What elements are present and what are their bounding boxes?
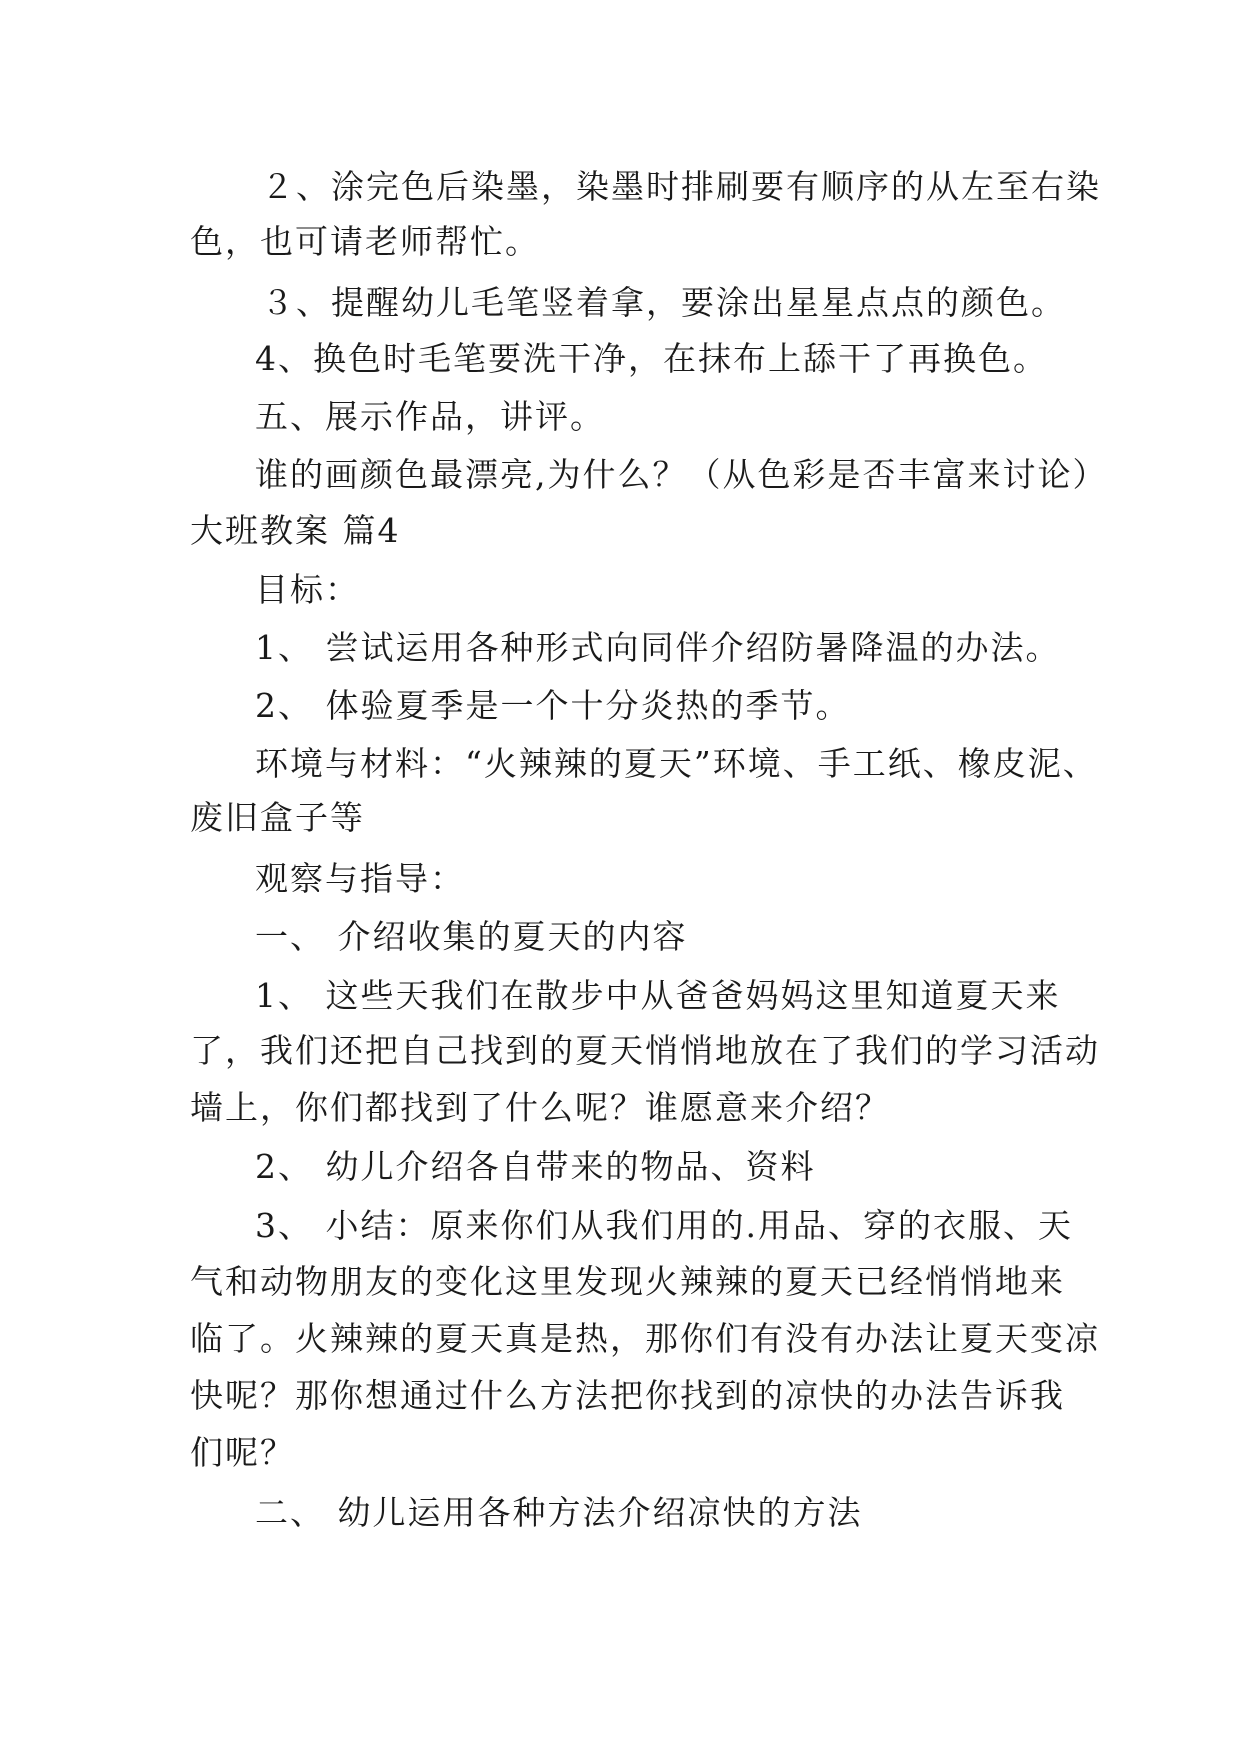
text-line: ３、提醒幼儿毛笔竖着拿，要涂出星星点点的颜色。 bbox=[261, 283, 1066, 322]
text-line: 临了。火辣辣的夏天真是热，那你们有没有办法让夏天变凉 bbox=[190, 1319, 1100, 1358]
text-line: 快呢？那你想通过什么方法把你找到的凉快的办法告诉我 bbox=[190, 1376, 1065, 1415]
text-line: 废旧盒子等 bbox=[190, 798, 365, 837]
text-line: 3、 小结：原来你们从我们用的.用品、穿的衣服、天 bbox=[255, 1206, 1073, 1245]
text-line: 谁的画颜色最漂亮,为什么？（从色彩是否丰富来讨论） bbox=[255, 455, 1108, 494]
text-line: 2、 体验夏季是一个十分炎热的季节。 bbox=[255, 686, 851, 725]
text-line: 1、 尝试运用各种形式向同伴介绍防暑降温的办法。 bbox=[255, 628, 1061, 667]
text-line: 二、 幼儿运用各种方法介绍凉快的方法 bbox=[255, 1493, 863, 1532]
text-line: 环境与材料：“火辣辣的夏天”环境、手工纸、橡皮泥、 bbox=[255, 744, 1098, 783]
text-line: 1、 这些天我们在散步中从爸爸妈妈这里知道夏天来 bbox=[255, 976, 1061, 1015]
text-line: 4、换色时毛笔要洗干净，在抹布上舔干了再换色。 bbox=[255, 339, 1048, 378]
text-line: 墙上，你们都找到了什么呢？谁愿意来介绍？ bbox=[190, 1088, 890, 1127]
text-line: 了，我们还把自己找到的夏天悄悄地放在了我们的学习活动 bbox=[190, 1031, 1100, 1070]
text-line: 们呢？ bbox=[190, 1433, 295, 1472]
text-line: 目标： bbox=[255, 570, 360, 609]
section-heading: 大班教案 篇4 bbox=[190, 511, 401, 550]
text-line: 五、展示作品，讲评。 bbox=[255, 397, 605, 436]
text-line: ２、涂完色后染墨，染墨时排刷要有顺序的从左至右染 bbox=[261, 167, 1101, 206]
text-line: 观察与指导： bbox=[255, 859, 465, 898]
text-line: 一、 介绍收集的夏天的内容 bbox=[255, 917, 688, 956]
text-line: 气和动物朋友的变化这里发现火辣辣的夏天已经悄悄地来 bbox=[190, 1262, 1065, 1301]
text-line: 2、 幼儿介绍各自带来的物品、资料 bbox=[255, 1147, 816, 1186]
text-line: 色，也可请老师帮忙。 bbox=[190, 222, 540, 261]
